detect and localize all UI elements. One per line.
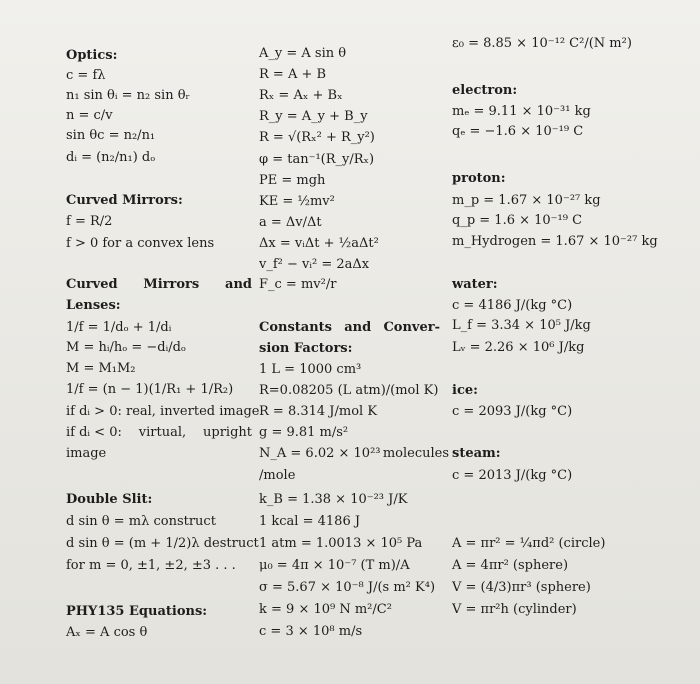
heading-word: and <box>225 277 252 292</box>
lens-eq: 1/f = (n − 1)(1/R₁ + 1/R₂) <box>66 382 234 397</box>
lens-eq: M = hᵢ/hₒ = −dᵢ/dₒ <box>66 340 186 355</box>
mechanics-eq: Rₓ = Aₓ + Bₓ <box>259 88 343 103</box>
lenses-heading <box>66 277 252 293</box>
geometry-eq: A = πr² = ¼πd² (circle) <box>452 536 606 551</box>
mechanics-eq: KE = ½mv² <box>259 194 335 209</box>
constant: k_B = 1.38 × 10⁻²³ J/K <box>259 492 408 507</box>
phy135-eq: Aₓ = A cos θ <box>66 625 148 640</box>
geometry-eq: A = 4πr² (sphere) <box>452 558 569 573</box>
curved-mirror-eq: f = R/2 <box>66 214 113 229</box>
geometry-eq: V = πr²h (cylinder) <box>452 602 577 617</box>
optics-eq: n = c/v <box>66 108 113 123</box>
optics-eq: dᵢ = (n₂/n₁) dₒ <box>66 150 156 165</box>
mechanics-eq: R_y = A_y + B_y <box>259 109 368 124</box>
water-constant: L_f = 3.34 × 10⁵ J/kg <box>452 318 591 333</box>
eq-part: virtual, <box>138 425 187 440</box>
phy135-heading: PHY135 Equations: <box>66 604 208 619</box>
mechanics-eq: v_f² − vᵢ² = 2aΔx <box>259 257 370 272</box>
heading-word: and <box>344 320 372 335</box>
double-slit-eq: for m = 0, ±1, ±2, ±3 . . . <box>66 558 236 573</box>
constant: 1 atm = 1.0013 × 10⁵ Pa <box>259 536 423 551</box>
constant-part: molecules <box>382 446 449 461</box>
mechanics-eq: F_c = mv²/r <box>259 277 337 292</box>
proton-heading: proton: <box>452 171 506 186</box>
mechanics-eq: PE = mgh <box>259 173 326 188</box>
mechanics-eq: R = A + B <box>259 67 327 82</box>
electron-heading: electron: <box>452 83 518 98</box>
constant: 1 L = 1000 cm³ <box>259 362 362 377</box>
water-constant: c = 4186 J/(kg °C) <box>452 298 573 313</box>
lens-eq: 1/f = 1/dₒ + 1/dᵢ <box>66 320 172 335</box>
constant: 1 kcal = 4186 J <box>259 514 361 529</box>
heading-word: Curved <box>66 277 118 292</box>
steam-heading: steam: <box>452 446 501 461</box>
mechanics-eq: R = √(Rₓ² + R_y²) <box>259 130 375 145</box>
double-slit-heading: Double Slit: <box>66 492 153 507</box>
heading-word: Constants <box>259 320 332 335</box>
lens-eq: if dᵢ > 0: real, inverted image <box>66 404 260 419</box>
mechanics-eq: a = Δv/Δt <box>259 215 322 230</box>
electron-constant: qₑ = −1.6 × 10⁻¹⁹ C <box>452 124 584 139</box>
electron-constant: mₑ = 9.11 × 10⁻³¹ kg <box>452 104 591 119</box>
water-heading: water: <box>452 277 498 292</box>
optics-eq: c = fλ <box>66 68 106 83</box>
proton-constant: m_Hydrogen = 1.67 × 10⁻²⁷ kg <box>452 234 658 249</box>
lenses-heading-cont: Lenses: <box>66 298 121 313</box>
proton-constant: q_p = 1.6 × 10⁻¹⁹ C <box>452 213 583 228</box>
double-slit-eq: d sin θ = (m + 1/2)λ destruct <box>66 536 259 551</box>
epsilon-constant: ε₀ = 8.85 × 10⁻¹² C²/(N m²) <box>452 36 632 51</box>
heading-word: Conver- <box>383 320 440 335</box>
steam-constant: c = 2013 J/(kg °C) <box>452 468 573 483</box>
mechanics-eq: Δx = vᵢΔt + ½aΔt² <box>259 236 379 251</box>
double-slit-eq: d sin θ = mλ construct <box>66 514 216 529</box>
proton-constant: m_p = 1.67 × 10⁻²⁷ kg <box>452 193 601 208</box>
lens-eq: M = M₁M₂ <box>66 361 136 376</box>
constants-heading <box>259 320 440 336</box>
water-constant: Lᵥ = 2.26 × 10⁶ J/kg <box>452 340 585 355</box>
constant: c = 3 × 10⁸ m/s <box>259 624 363 639</box>
mechanics-eq: A_y = A sin θ <box>259 46 347 61</box>
heading-word: Mirrors <box>143 277 200 292</box>
mechanics-eq: φ = tan⁻¹(R_y/Rₓ) <box>259 152 375 167</box>
curved-mirror-eq: f > 0 for a convex lens <box>66 236 215 251</box>
geometry-eq: V = (4/3)πr³ (sphere) <box>452 580 591 595</box>
curved-mirrors-heading: Curved Mirrors: <box>66 193 183 208</box>
constant: R = 8.314 J/mol K <box>259 404 378 419</box>
constant-cont: /mole <box>259 468 296 483</box>
constant: k = 9 × 10⁹ N m²/C² <box>259 602 392 617</box>
constant: μ₀ = 4π × 10⁻⁷ (T m)/A <box>259 558 410 573</box>
optics-eq: sin θc = n₂/n₁ <box>66 128 156 143</box>
constant: R=0.08205 (L atm)/(mol K) <box>259 383 439 398</box>
ice-heading: ice: <box>452 383 478 398</box>
eq-part: if dᵢ < 0: <box>66 425 122 440</box>
eq-part: upright <box>203 425 252 440</box>
constant: σ = 5.67 × 10⁻⁸ J/(s m² K⁴) <box>259 580 436 595</box>
constant <box>259 446 449 462</box>
optics-eq: n₁ sin θᵢ = n₂ sin θᵣ <box>66 88 191 103</box>
lens-eq-cont: image <box>66 446 107 461</box>
lens-eq <box>66 425 252 441</box>
optics-heading: Optics: <box>66 48 118 63</box>
constant-part: N_A = 6.02 × 10²³ <box>259 446 381 461</box>
ice-constant: c = 2093 J/(kg °C) <box>452 404 573 419</box>
constants-heading-cont: sion Factors: <box>259 341 353 356</box>
constant: g = 9.81 m/s² <box>259 425 349 440</box>
